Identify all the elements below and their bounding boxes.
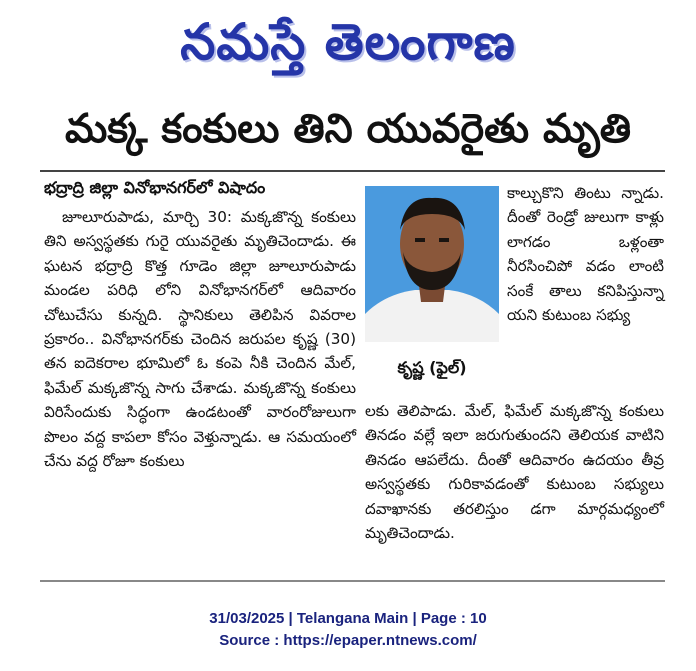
article-headline: మక్క కంకులు తిని యువరైతు మృతి <box>64 106 632 152</box>
footer-date-edition: 31/03/2025 | Telangana Main | Page : 10 <box>209 610 487 627</box>
article-bottom-divider <box>40 580 665 582</box>
portrait-image <box>365 186 499 342</box>
article-body-left-column: జూలూరుపాడు, మార్చి 30: మక్కజొన్న కంకులు తిని అస్వస్థతకు గురై యువరైతు మృతిచెందాడు. ఈ ఘటన భద్రాద్రి కొత్త గూడెం జిల్లా జూలూరుపాడు మండల పరిధి లోని వినోభానగర్‌లో ఆదివారం చోటుచేసు కున్నది. స్థానికులు తెలిపిన వివరాల ప్రకారం.. వినోభానగర్‌కు చెందిన జరుపల కృష్ణ (30) తన ఐదెకరాల భూమిలో ఓ కంపె నీకి చెందిన మేల్, ఫిమేల్ మక్కజొన్న సాగు చేశాడు. మక్కజొన్న కంకులు విరిసేందుకు సిద్ధంగా ఉండటంతో వారంరోజులుగా పొలం వద్ద కాపలా కోసం వెళ్తున్నాడు. ఆ సమయంలో చేను వద్ద రోజూ కంకులు <box>44 208 356 471</box>
photo-caption: కృష్ణ (ఫైల్) <box>397 358 467 377</box>
article-body-right-column-top: కాల్చుకొని తింటు న్నాడు. దీంతో రెండ్రో జులుగా కాళ్లు లాగడం ఒళ్లంతా నీరసించిపో వడం లాంటి సంకే తాలు కనిపిస్తున్నా యని కుటుంబ సభ్యు <box>507 184 664 325</box>
person-photo <box>365 186 499 342</box>
article-body-right-column-bottom: లకు తెలిపాడు. మేల్, ఫిమేల్ మక్కజొన్న కంకులు తినడం వల్లే ఇలా జరుగుతుందని తెలియక వాటిని తినడం ఆపలేదు. దీంతో ఆదివారం ఉదయం తీవ్ర అస్వస్థతకు గురికావడంతో కుటుంబ సభ్యులు దవాఖానకు తరలిస్తుం డగా మార్గమధ్యంలో మృతిచెందాడు. <box>365 402 664 543</box>
headline-divider <box>40 170 665 172</box>
masthead-logo: నమస్తే తెలంగాణ <box>180 13 516 71</box>
article-subhead: భద్రాద్రి జిల్లా వినోభానగర్‌లో విషాదం <box>44 178 266 197</box>
footer-source-link[interactable]: Source : https://epaper.ntnews.com/ <box>219 632 477 649</box>
